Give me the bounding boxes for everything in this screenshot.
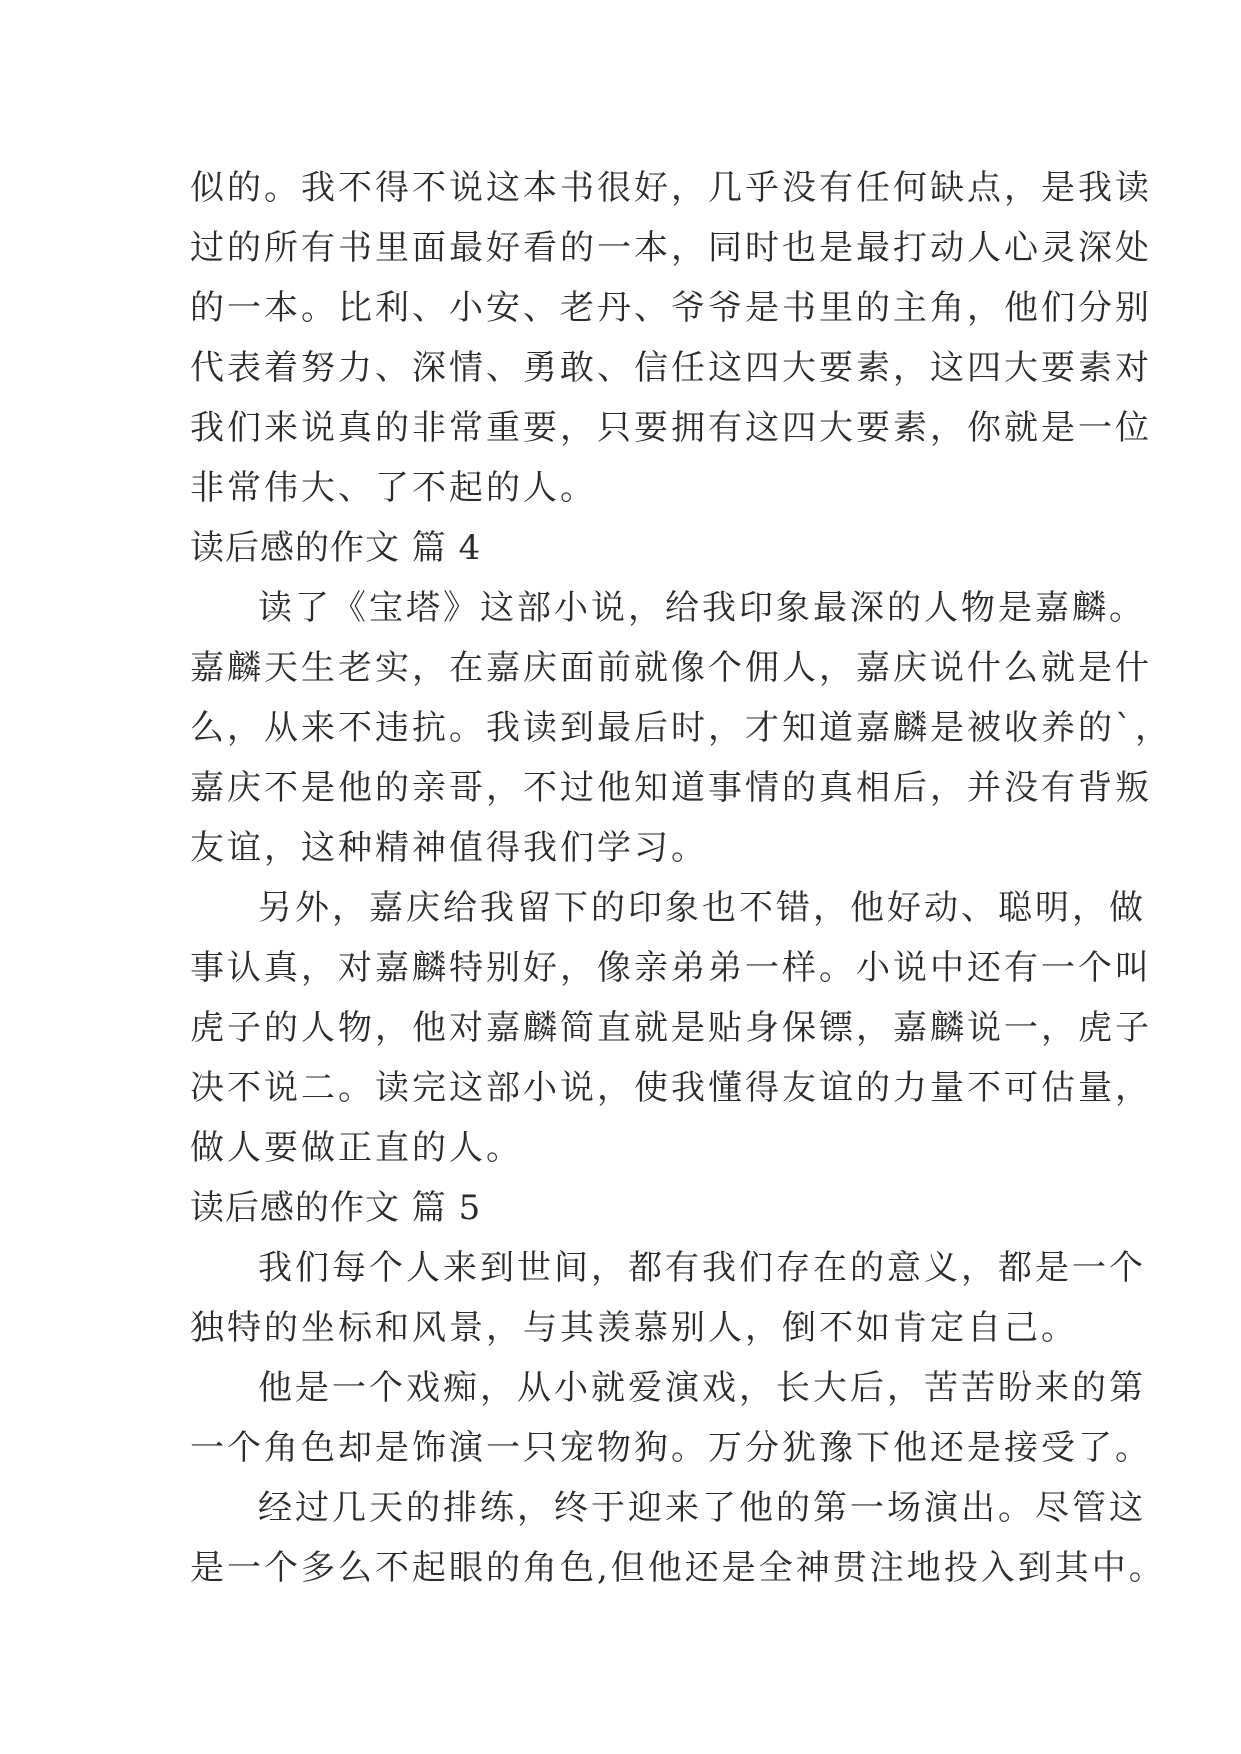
text-line: 么，从来不违抗。我读到最后时，才知道嘉麟是被收养的`， — [190, 708, 1172, 748]
section-heading: 读后感的作文 篇 5 — [190, 1188, 482, 1228]
paragraph-first-line: 他是一个戏痴，从小就爱演戏，长大后，苦苦盼来的第 — [258, 1368, 1146, 1408]
paragraph-first-line: 经过几天的排练，终于迎来了他的第一场演出。尽管这 — [258, 1488, 1146, 1528]
text-line: 非常伟大、了不起的人。 — [190, 468, 597, 508]
text-line: 事认真，对嘉麟特别好，像亲弟弟一样。小说中还有一个叫 — [190, 948, 1152, 988]
paragraph-first-line: 另外，嘉庆给我留下的印象也不错，他好动、聪明，做 — [258, 888, 1146, 928]
text-line: 嘉庆不是他的亲哥，不过他知道事情的真相后，并没有背叛 — [190, 768, 1152, 808]
text-line: 独特的坐标和风景，与其羡慕别人，倒不如肯定自己。 — [190, 1308, 1078, 1348]
text-line: 友谊，这种精神值得我们学习。 — [190, 828, 708, 868]
text-line: 虎子的人物，他对嘉麟简直就是贴身保镖，嘉麟说一，虎子 — [190, 1008, 1152, 1048]
text-line: 过的所有书里面最好看的一本，同时也是最打动人心灵深处 — [190, 228, 1152, 268]
text-line: 的一本。比利、小安、老丹、爷爷是书里的主角，他们分别 — [190, 288, 1152, 328]
text-line: 做人要做正直的人。 — [190, 1128, 523, 1168]
text-line: 嘉麟天生老实，在嘉庆面前就像个佣人，嘉庆说什么就是什 — [190, 648, 1152, 688]
text-line: 一个角色却是饰演一只宠物狗。万分犹豫下他还是接受了。 — [190, 1428, 1152, 1468]
section-heading: 读后感的作文 篇 4 — [190, 528, 482, 568]
text-line: 代表着努力、深情、勇敢、信任这四大要素，这四大要素对 — [190, 348, 1152, 388]
text-line: 是一个多么不起眼的角色,但他还是全神贯注地投入到其中。 — [190, 1548, 1166, 1588]
document-body — [190, 158, 1172, 1598]
text-line: 决不说二。读完这部小说，使我懂得友谊的力量不可估量， — [190, 1068, 1152, 1108]
text-line: 我们来说真的非常重要，只要拥有这四大要素，你就是一位 — [190, 408, 1152, 448]
paragraph-first-line: 我们每个人来到世间，都有我们存在的意义，都是一个 — [258, 1248, 1146, 1288]
paragraph-first-line: 读了《宝塔》这部小说，给我印象最深的人物是嘉麟。 — [258, 588, 1146, 628]
text-line: 似的。我不得不说这本书很好，几乎没有任何缺点，是我读 — [190, 168, 1152, 208]
